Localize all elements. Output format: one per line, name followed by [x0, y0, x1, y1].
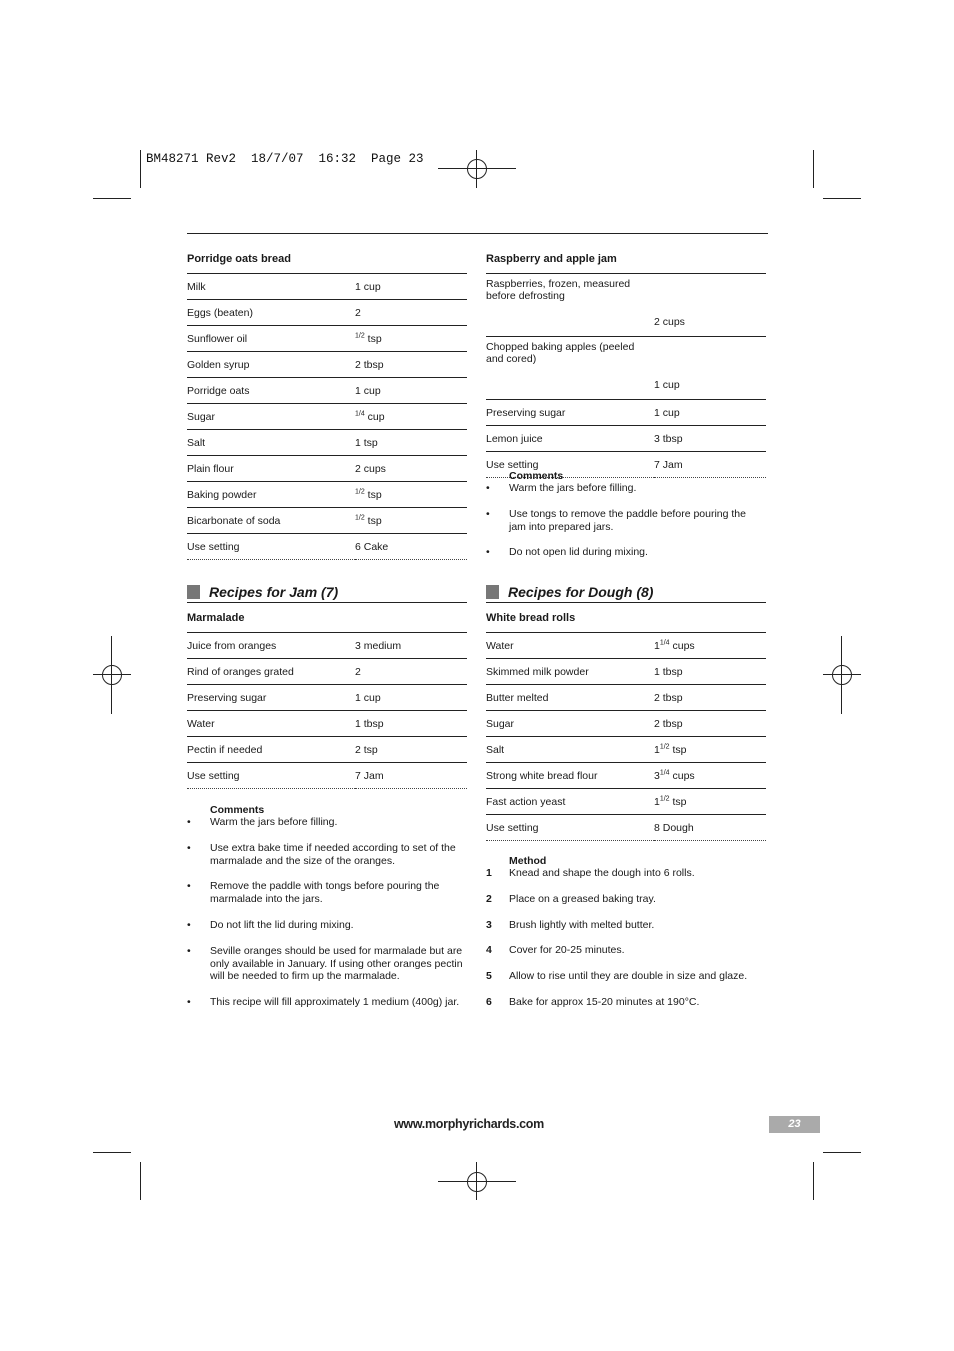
method-step: [486, 944, 749, 957]
header-rule: [187, 233, 768, 234]
ingredient-name: Milk: [187, 274, 355, 300]
ingredient-amount: [654, 815, 766, 841]
comment-text: Warm the jars before filling.: [210, 816, 338, 828]
comments-list: [486, 482, 766, 559]
amount-text: 1 cup: [654, 379, 680, 391]
ingredient-name: Salt: [187, 430, 355, 456]
amount-text: 2: [355, 665, 361, 678]
step-text: Allow to rise until they are double in size and glaze.: [509, 970, 748, 983]
registration-mark-icon: [467, 159, 487, 179]
page-number: 23: [769, 1116, 820, 1133]
ingredient-row: [486, 274, 766, 337]
registration-mark-icon: [102, 665, 122, 685]
amount-text: 2 tbsp: [654, 691, 683, 704]
recipe-title: Porridge oats bread: [187, 253, 291, 265]
ingredient-row: [486, 337, 766, 400]
ingredient-amount: [355, 685, 467, 711]
comment-item: [187, 919, 465, 932]
ingredient-amount: [654, 763, 766, 789]
ingredient-table: [486, 632, 766, 841]
ingredient-name: Golden syrup: [187, 352, 355, 378]
ingredient-table: [486, 273, 766, 478]
ingredient-name: Sunflower oil: [187, 326, 355, 352]
step-number: 2: [486, 892, 492, 905]
ingredient-name: Salt: [486, 737, 654, 763]
amount-text: 1 tbsp: [654, 665, 683, 678]
comment-text: Do not open lid during mixing.: [509, 546, 648, 559]
ingredient-name: Chopped baking apples (peeled and cored): [486, 337, 654, 400]
section-title: Recipes for Dough (8): [508, 584, 654, 600]
ingredient-amount: [355, 378, 467, 404]
ingredient-row: [187, 534, 467, 560]
amount-fraction: 1/2: [355, 332, 365, 339]
ingredient-amount: [355, 508, 467, 534]
comment-item: [187, 880, 465, 906]
method-title: Method: [509, 855, 547, 867]
ingredient-name: Preserving sugar: [486, 400, 654, 426]
amount-fraction: 1/2: [355, 514, 365, 521]
bullet-icon: •: [187, 816, 191, 828]
amount-fraction: 1/4: [659, 639, 670, 646]
bullet-icon: •: [187, 918, 191, 931]
comment-text: Seville oranges should be used for marmalade but are only available in January. If using other oranges pectin will be needed to firm up the marmalade.: [210, 944, 463, 983]
ingredient-row: [187, 274, 467, 300]
ingredient-row: [187, 633, 467, 659]
ingredient-amount: [654, 337, 766, 400]
step-text: Bake for approx 15-20 minutes at 190°C.: [509, 995, 700, 1008]
crop-mark: [823, 198, 861, 199]
bullet-icon: •: [187, 880, 191, 893]
method-step: [486, 970, 749, 983]
ingredient-amount: [355, 300, 467, 326]
ingredient-name: Juice from oranges: [187, 633, 355, 659]
ingredient-name: Sugar: [187, 404, 355, 430]
ingredient-amount: [355, 482, 467, 508]
step-number: 3: [486, 918, 492, 931]
ingredient-name: Use setting: [187, 763, 355, 789]
ingredient-amount: [355, 326, 467, 352]
amount-unit: tsp: [364, 332, 382, 345]
amount-text: 6 Cake: [355, 540, 389, 553]
ingredient-row: [187, 482, 467, 508]
ingredient-name: Bicarbonate of soda: [187, 508, 355, 534]
ingredient-name: Fast action yeast: [486, 789, 654, 815]
ingredient-row: [486, 659, 766, 685]
ingredient-row: [486, 685, 766, 711]
comment-item: [486, 546, 764, 559]
ingredient-row: [486, 815, 766, 841]
ingredient-row: [187, 659, 467, 685]
comment-text: Use extra bake time if needed according to set of the marmalade and the size of the oranges.: [210, 841, 456, 867]
recipe-title: White bread rolls: [486, 612, 576, 624]
ingredient-amount: [355, 763, 467, 789]
section-title: Recipes for Jam (7): [209, 584, 339, 600]
ingredient-name: Strong white bread flour: [486, 763, 654, 789]
crop-mark: [140, 150, 141, 188]
raspberry-apple-jam-recipe: [486, 251, 766, 478]
ingredient-name: Skimmed milk powder: [486, 659, 654, 685]
ingredient-amount: [654, 685, 766, 711]
amount-text: 1 cup: [654, 406, 680, 419]
amount-text: 2: [355, 306, 361, 319]
ingredient-amount: [654, 789, 766, 815]
comment-text: Do not lift the lid during mixing.: [210, 918, 354, 931]
comments-title: Comments: [509, 470, 564, 482]
registration-line: [476, 150, 477, 188]
step-text: Brush lightly with melted butter.: [509, 918, 655, 931]
marmalade-recipe: [187, 610, 467, 789]
amount-unit: cups: [669, 639, 695, 652]
amount-fraction: 1/4: [355, 410, 365, 417]
amount-text: 1 cup: [355, 384, 381, 397]
ingredient-name: Water: [486, 633, 654, 659]
ingredient-row: [486, 400, 766, 426]
ingredient-row: [187, 404, 467, 430]
step-text: Knead and shape the dough into 6 rolls.: [509, 867, 695, 879]
amount-whole: 3: [654, 769, 660, 782]
amount-text: 2 tbsp: [654, 717, 683, 730]
ingredient-amount: [355, 659, 467, 685]
ingredient-amount: [355, 633, 467, 659]
amount-text: 7 Jam: [355, 769, 384, 782]
ingredient-amount: [355, 456, 467, 482]
amount-fraction: 1/4: [659, 769, 670, 776]
porridge-oats-recipe: [187, 251, 467, 560]
comment-item: [187, 996, 465, 1009]
ingredient-row: [486, 711, 766, 737]
ingredient-name: Butter melted: [486, 685, 654, 711]
ingredient-row: [187, 508, 467, 534]
white-bread-rolls-recipe: [486, 610, 766, 841]
amount-fraction: 1/2: [355, 488, 365, 495]
comment-item: [187, 945, 465, 983]
ingredient-table: [187, 273, 467, 560]
registration-line: [438, 1181, 516, 1182]
step-text: Cover for 20-25 minutes.: [509, 944, 625, 957]
ingredient-name: Lemon juice: [486, 426, 654, 452]
registration-line: [476, 1162, 477, 1200]
amount-whole: 1: [654, 743, 660, 756]
amount-unit: tsp: [364, 488, 382, 501]
ingredient-row: [486, 633, 766, 659]
ingredient-name: Pectin if needed: [187, 737, 355, 763]
ingredient-name: Eggs (beaten): [187, 300, 355, 326]
section-marker: [486, 585, 499, 599]
recipe-title: Marmalade: [187, 612, 245, 624]
bullet-icon: •: [486, 507, 490, 520]
amount-text: 1 cup: [355, 280, 381, 293]
ingredient-row: [187, 737, 467, 763]
crop-mark: [93, 1152, 131, 1153]
comment-text: Use tongs to remove the paddle before pouring the jam into prepared jars.: [509, 507, 746, 533]
ingredient-name: Porridge oats: [187, 378, 355, 404]
amount-text: 3 tbsp: [654, 432, 683, 445]
recipe-title: Raspberry and apple jam: [486, 253, 617, 265]
crop-mark: [140, 1162, 141, 1200]
ingredient-row: [187, 326, 467, 352]
amount-text: 2 tbsp: [355, 358, 384, 371]
method-step: [486, 996, 749, 1009]
ingredient-row: [187, 378, 467, 404]
amount-whole: 1: [654, 795, 660, 808]
ingredient-row: [486, 426, 766, 452]
ingredient-amount: [355, 430, 467, 456]
registration-line: [111, 636, 112, 714]
ingredient-row: [486, 789, 766, 815]
comments-list: [187, 816, 467, 1009]
ingredient-name: Baking powder: [187, 482, 355, 508]
comment-item: [187, 816, 465, 829]
website-link[interactable]: www.morphyrichards.com: [394, 1117, 544, 1131]
ingredient-row: [187, 763, 467, 789]
comment-item: [486, 508, 764, 534]
ingredient-name: Sugar: [486, 711, 654, 737]
amount-text: 1 tbsp: [355, 717, 384, 730]
amount-fraction: 1/2: [659, 795, 670, 802]
ingredient-name: Use setting: [187, 534, 355, 560]
comment-text: This recipe will fill approximately 1 medium (400g) jar.: [210, 996, 460, 1009]
ingredient-row: [187, 685, 467, 711]
amount-text: 8 Dough: [654, 821, 694, 834]
bullet-icon: •: [187, 841, 191, 854]
ingredient-name: Preserving sugar: [187, 685, 355, 711]
amount-unit: cups: [669, 769, 695, 782]
step-number: 4: [486, 944, 492, 957]
crop-mark: [813, 1162, 814, 1200]
step-number: 6: [486, 995, 492, 1008]
method-step: [486, 919, 749, 932]
marmalade-comments: [187, 804, 467, 1022]
ingredient-name: Use setting: [486, 815, 654, 841]
section-heading-jam: [187, 584, 467, 603]
ingredient-name: Raspberries, frozen, measured before defrosting: [486, 274, 654, 337]
print-slug: BM48271 Rev2 18/7/07 16:32 Page 23: [146, 152, 424, 166]
ingredient-amount: [355, 274, 467, 300]
method-list: [486, 867, 766, 1009]
amount-whole: 1: [654, 639, 660, 652]
amount-unit: cup: [364, 410, 385, 423]
registration-line: [438, 168, 516, 169]
comments-title: Comments: [210, 804, 265, 816]
ingredient-row: [486, 737, 766, 763]
crop-mark: [93, 198, 131, 199]
amount-text: 2 tsp: [355, 743, 378, 756]
method-step: [486, 893, 749, 906]
ingredient-name: Plain flour: [187, 456, 355, 482]
registration-line: [93, 674, 131, 675]
step-number: 1: [486, 867, 492, 879]
ingredient-amount: [654, 274, 766, 337]
bullet-icon: •: [486, 546, 490, 559]
section-heading-dough: [486, 584, 766, 603]
ingredient-name: Water: [187, 711, 355, 737]
step-text: Place on a greased baking tray.: [509, 892, 656, 905]
method-step: [486, 867, 749, 880]
ingredient-name: Use setting: [486, 452, 654, 478]
ingredient-row: [187, 711, 467, 737]
registration-mark-icon: [467, 1172, 487, 1192]
ingredient-amount: [654, 737, 766, 763]
amount-unit: tsp: [364, 514, 382, 527]
ingredient-row: [187, 456, 467, 482]
registration-line: [823, 674, 861, 675]
ingredient-row: [187, 430, 467, 456]
amount-fraction: 1/2: [659, 743, 670, 750]
bullet-icon: •: [187, 944, 191, 957]
ingredient-amount: [654, 711, 766, 737]
registration-mark-icon: [832, 665, 852, 685]
amount-text: 3 medium: [355, 639, 402, 652]
ingredient-amount: [355, 534, 467, 560]
ingredient-row: [486, 763, 766, 789]
amount-text: 1 cup: [355, 691, 381, 704]
amount-unit: tsp: [669, 795, 687, 808]
ingredient-amount: [654, 400, 766, 426]
amount-text: 2 cups: [654, 316, 685, 328]
ingredient-amount: [355, 711, 467, 737]
comment-text: Remove the paddle with tongs before pouring the marmalade into the jars.: [210, 880, 440, 906]
bullet-icon: •: [486, 482, 490, 494]
section-marker: [187, 585, 200, 599]
ingredient-amount: [654, 659, 766, 685]
ingredient-amount: [355, 352, 467, 378]
raspberry-comments: [486, 470, 766, 572]
comment-item: [486, 482, 764, 495]
ingredient-amount: [355, 404, 467, 430]
ingredient-amount: [654, 426, 766, 452]
crop-mark: [813, 150, 814, 188]
crop-mark: [823, 1152, 861, 1153]
ingredient-row: [187, 300, 467, 326]
comment-item: [187, 842, 465, 868]
amount-text: 2 cups: [355, 462, 386, 475]
comment-text: Warm the jars before filling.: [509, 482, 637, 494]
ingredient-row: [187, 352, 467, 378]
bullet-icon: •: [187, 996, 191, 1009]
amount-text: 7 Jam: [654, 458, 683, 471]
white-rolls-method: [486, 855, 766, 1022]
amount-unit: tsp: [669, 743, 687, 756]
ingredient-amount: [355, 737, 467, 763]
step-number: 5: [486, 970, 492, 983]
registration-line: [841, 636, 842, 714]
amount-text: 1 tsp: [355, 436, 378, 449]
ingredient-amount: [654, 633, 766, 659]
ingredient-table: [187, 632, 467, 789]
ingredient-name: Rind of oranges grated: [187, 659, 355, 685]
